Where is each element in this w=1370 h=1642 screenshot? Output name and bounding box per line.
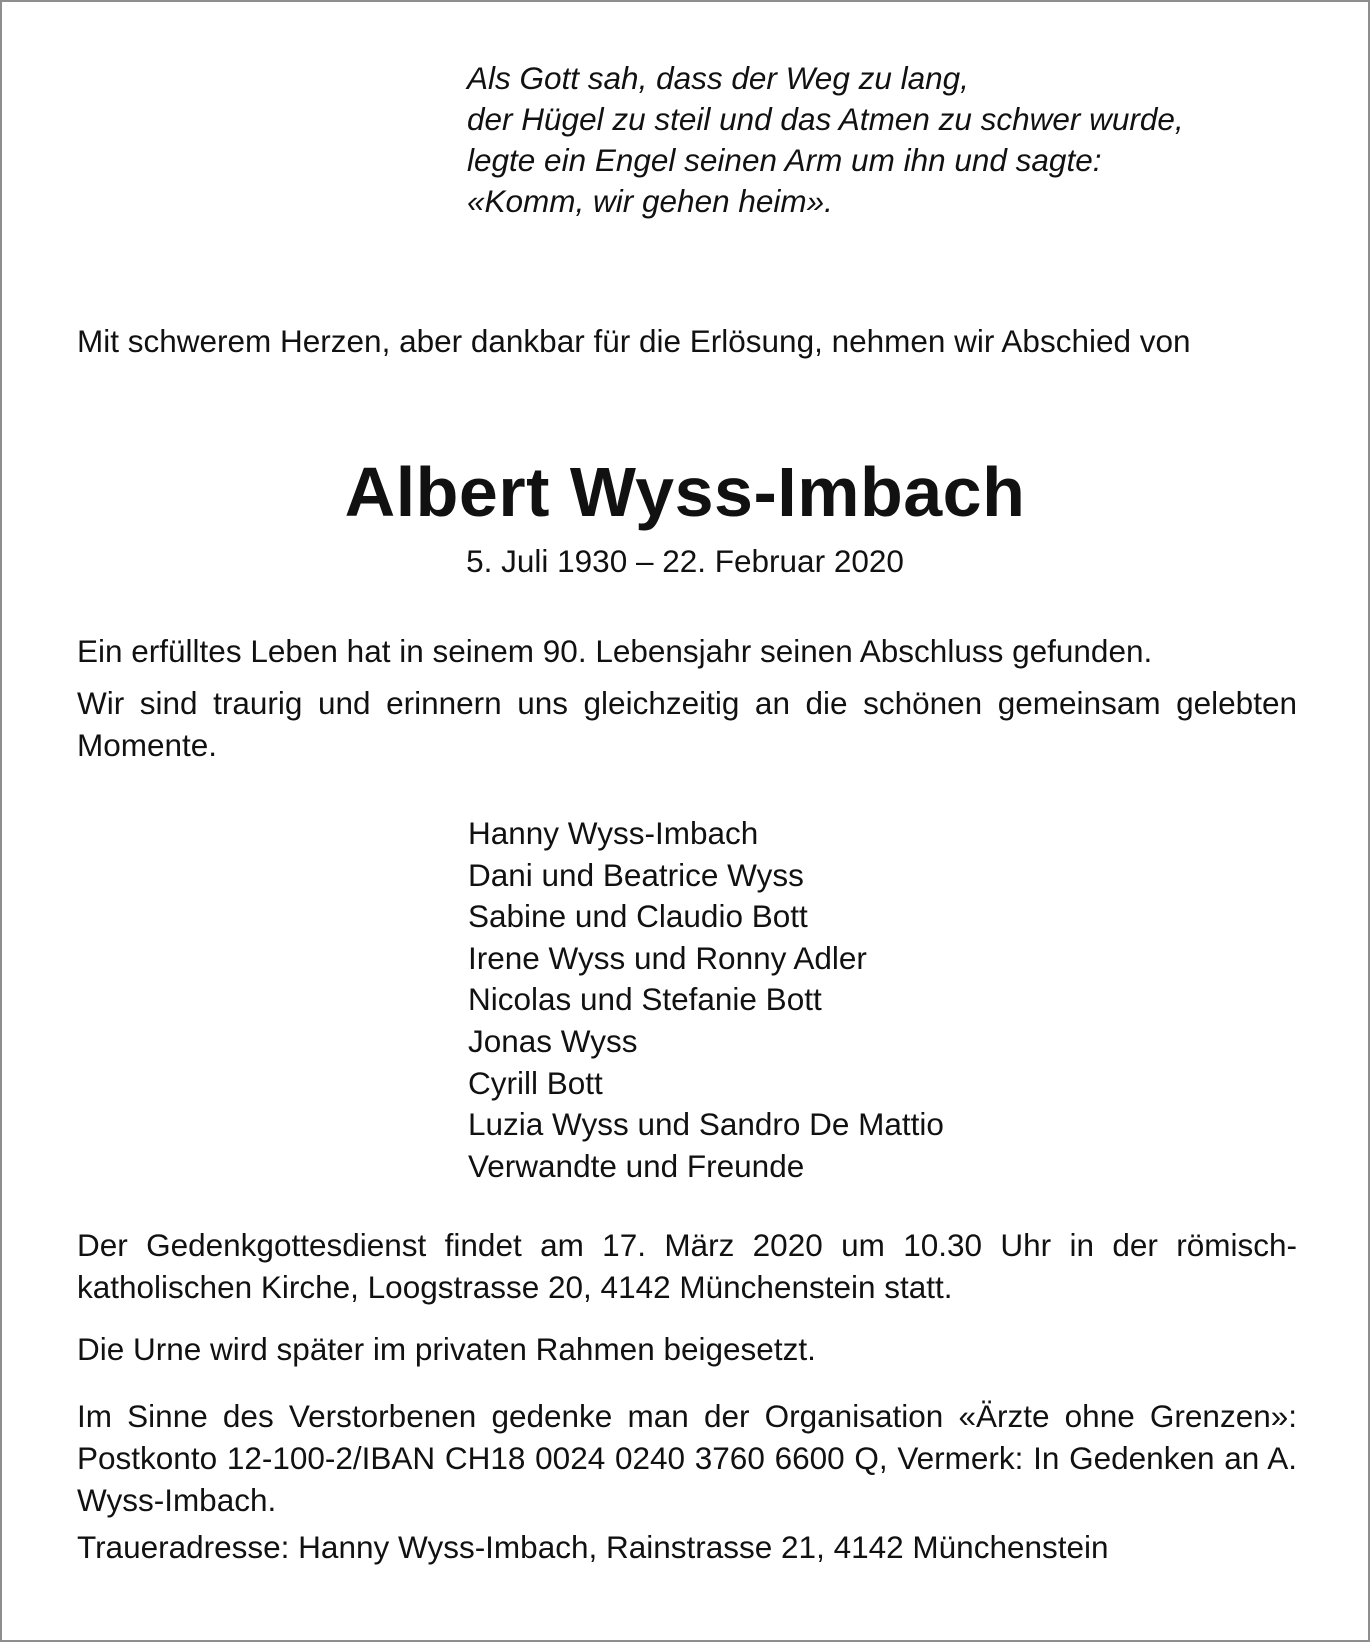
life-sentence: Wir sind traurig und erinnern uns gleichzeitig an die schönen gemeinsam gelebten Momente. [77,685,1297,763]
intro-text: Mit schwerem Herzen, aber dankbar für die Erlösung, nehmen wir Abschied von [77,323,1191,359]
life-dates: 5. Juli 1930 – 22. Februar 2020 [466,543,904,579]
mourner-name: Verwandte und Freunde [468,1147,805,1184]
mourner-name: Sabine und Claudio Bott [468,898,808,935]
mourner-name: Jonas Wyss [468,1022,638,1059]
mourning-address: Traueradresse: Hanny Wyss-Imbach, Rainstrasse 21, 4142 Münchenstein [77,1529,1109,1565]
mourner-name: Hanny Wyss-Imbach [468,815,759,851]
mourners-list [468,813,1328,1187]
donation-text: Im Sinne des Verstorbenen gedenke man der Organisation «Ärzte ohne Grenzen»: Postkonto 12-100-2/IBAN CH18 0024 0240 3760 6600 Q, Vermerk: In Gedenken an A. Wyss-Imbach. [77,1398,1297,1518]
mourner-name: Dani und Beatrice Wyss [468,856,804,893]
deceased-name: Albert Wyss-Imbach [344,453,1026,531]
poem-line: legte ein Engel seinen Arm um ihn und sagte: [467,142,1102,178]
poem-line: Als Gott sah, dass der Weg zu lang, [467,60,969,96]
life-sentence: Ein erfülltes Leben hat in seinem 90. Lebensjahr seinen Abschluss gefunden. [77,633,1153,669]
poem-quote [467,58,1327,222]
urn-text: Die Urne wird später im privaten Rahmen beigesetzt. [77,1331,816,1367]
mourner-name: Luzia Wyss und Sandro De Mattio [468,1106,944,1143]
mourner-name: Nicolas und Stefanie Bott [468,981,822,1018]
poem-line: «Komm, wir gehen heim». [467,183,833,219]
memorial-service-text: Der Gedenkgottesdienst findet am 17. März 2020 um 10.30 Uhr in der römisch-katholischen Kirche, Loogstrasse 20, 4142 Münchenstein statt. [77,1227,1297,1305]
mourner-name: Irene Wyss und Ronny Adler [468,939,867,976]
mourner-name: Cyrill Bott [468,1064,603,1101]
poem-line: der Hügel zu steil und das Atmen zu schwer wurde, [467,101,1184,137]
